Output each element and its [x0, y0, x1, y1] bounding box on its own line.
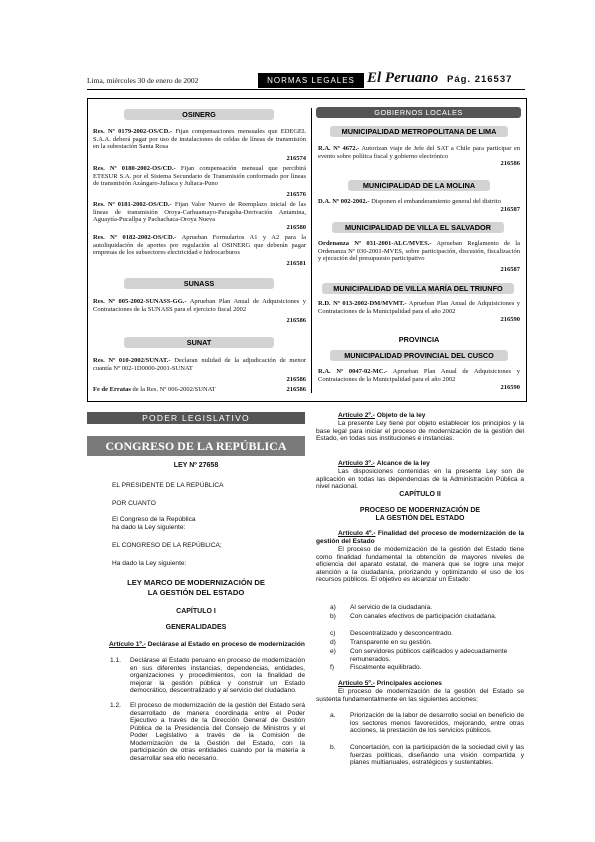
entry-text: Aprueban Plan Anual de Adquisiciones y Contrataciones de la SUNASS para el ejercicio fiscal 2002 — [93, 298, 306, 313]
law-congreso-dado: El Congreso de la República ha dado la Ley siguiente: — [112, 516, 196, 531]
entry-text: Aprueban Reglamento de la Ordenanza Nº 030-2001-MVES, sobre participación, discusión, fiscalización y ejecución del presupuesto participativo — [318, 240, 520, 263]
section-label: NORMAS LEGALES — [267, 76, 355, 85]
entry-ref: Res. Nº 010-2002/SUNAT.- — [93, 357, 171, 364]
muni-molina-heading: MUNICIPALIDAD DE LA MOLINA — [348, 180, 490, 191]
entry-ref: D.A. Nº 002-2002.- — [318, 198, 370, 205]
chapter-1: CAPÍTULO I — [176, 608, 216, 615]
muni-lima-heading: MUNICIPALIDAD METROPOLITANA DE LIMA — [330, 126, 508, 137]
article-3-title: Alcance de la ley — [376, 460, 430, 467]
article-5 — [316, 680, 524, 688]
summary-entry[interactable] — [93, 165, 306, 188]
sunat-heading: SUNAT — [124, 337, 274, 348]
entry-code: 216576 — [286, 191, 306, 198]
summary-entry[interactable] — [93, 201, 306, 224]
page-number: Pág. 216537 — [447, 74, 513, 85]
chapter-2: CAPÍTULO II — [399, 491, 441, 498]
article-1 — [87, 641, 305, 649]
article-1-1: Declárase al Estado peruano en proceso de modernización en sus diferentes instancias, dependencias, entidades, organizaciones y procedimientos, con la finalidad de mejorar la gestión pública y construir un Estado democrático, descentralizado y al servicio del ciudadano. — [130, 657, 305, 694]
item-text: Con servidores públicos calificados y adecuadamente remunerados. — [350, 648, 508, 663]
law-number: LEY Nº 27658 — [173, 462, 219, 469]
summary-entry[interactable] — [318, 300, 520, 315]
entry-ref: Fe de Erratas — [93, 386, 131, 393]
item-key: b. — [330, 744, 336, 751]
article-4 — [316, 530, 524, 545]
article-2 — [316, 412, 524, 420]
entry-code: 216586 — [286, 317, 306, 324]
entry-code: 216590 — [500, 316, 520, 323]
muni-vmt-heading: MUNICIPALIDAD DE VILLA MARÍA DEL TRIUNFO — [322, 283, 514, 294]
article-1-title: Declárase al Estado en proceso de modernización — [147, 641, 305, 648]
entry-ref: Res. Nº 005-2002-SUNASS-GG.- — [93, 298, 187, 305]
header-rule — [87, 89, 525, 90]
law-title: LEY MARCO DE MODERNIZACIÓN DE LA GESTIÓN DEL ESTADO — [127, 578, 265, 597]
item-key: 1.2. — [110, 702, 121, 709]
chapter-2-name: PROCESO DE MODERNIZACIÓN DE LA GESTIÓN DEL ESTADO — [359, 507, 481, 522]
article-5-head: Artículo 5º.- — [338, 680, 375, 687]
article-3-text: Las disposiciones contenidas en la presente Ley son de aplicación en todas las dependencias de la Administración Pública a nivel nacional. — [316, 468, 524, 490]
article-5-text: El proceso de modernización de la gestión del Estado se sustenta fundamentalmente en las siguientes acciones: — [316, 688, 524, 703]
article-1-2: El proceso de modernización de la gestión del Estado será desarrollado de manera coordinada entre el Poder Ejecutivo a través de la Dirección General de Gestión Pública de la Presidencia del Consejo de Ministros y el Poder Legislativo a través de la Comisión de Modernización de la Gestión del Estado, con la participación de otras entidades cuando por la materia a desarrollar sea ello necesario. — [130, 702, 305, 762]
entry-text: Autorizan viaje de Jefe del SAT a Chile para participar en evento sobre política fiscal y gobierno electrónico — [318, 145, 520, 160]
entry-text: Fijan compensación mensual que percibirá ETESUR S.A. por el Sistema Secundario de Transmisión conformado por líneas de transmisión Azángaro-Juliaca y Juliaca-Puno — [93, 165, 307, 188]
brand-logo: El Peruano — [367, 70, 439, 86]
entry-code: 216586 — [500, 160, 520, 167]
item-key: d) — [330, 639, 336, 646]
entry-ref: Ordenanza Nº 031-2001-ALC/MVES.- — [318, 240, 432, 247]
article-4-text: El proceso de modernización de la gestión del Estado tiene como finalidad fundamental la obtención de mayores niveles de eficiencia del aparato estatal, de manera que se logre una mejor atención a la ciudadanía, priorizando y optimizando el uso de los recursos públicos. El objetivo es alcanzar un Estado: — [316, 546, 524, 583]
muni-cusco-heading: MUNICIPALIDAD PROVINCIAL DEL CUSCO — [330, 350, 508, 361]
item-key: a) — [330, 604, 336, 611]
poder-legislativo-banner: PODER LEGISLATIVO — [87, 412, 305, 424]
article-2-text: La presente Ley tiene por objeto establecer los principios y la base legal para iniciar el proceso de modernización de la gestión del Estado, en todas sus instituciones e instancias. — [316, 420, 524, 442]
entry-ref: Res. Nº 0180-2002-OS/CD.- — [93, 165, 176, 172]
entry-text: Disponen el embanderamiento general del distrito — [371, 198, 501, 205]
entry-ref: R.D. Nº 013-2002-DM/MVMT.- — [318, 300, 407, 307]
law-por-cuanto: POR CUANTO — [112, 500, 156, 507]
item-text: Al servicio de la ciudadanía. — [350, 604, 433, 611]
summary-entry[interactable] — [318, 198, 520, 206]
item-text: Con canales efectivos de participación ciudadana. — [350, 613, 497, 620]
entry-ref: Res. Nº 0181-2002-OS/CD.- — [93, 201, 172, 208]
item-key: a. — [330, 712, 336, 719]
entry-text: Aprueban Plan Anual de Adquisiciones y Contrataciones de la Municipalidad para el año 2002 — [318, 368, 520, 383]
item-key: 1.1. — [110, 657, 121, 664]
provincia-label: PROVINCIA — [398, 335, 440, 344]
page-date: Lima, miércoles 30 de enero de 2002 — [87, 76, 199, 85]
entry-text: Fijan compensaciones mensuales que EDEGEL S.A.A. deberá pagar por uso de instalaciones de celdas de líneas de transmisión en la subestación Santa Rosa — [93, 128, 306, 151]
entry-text: Fijan Valor Nuevo de Reemplazo inicial de las líneas de transmisión Oroya-Carhuamayo-Paragsha-Derivación Antamina, Aguaytía-Pucallpa y Pachachaca-Oroya Nueva — [93, 201, 307, 224]
entry-code: 216590 — [500, 384, 520, 391]
law-president: EL PRESIDENTE DE LA REPÚBLICA — [112, 482, 224, 489]
item-text: Concertación, con la participación de la sociedad civil y las fuerzas políticas, diseñando una visión compartida y planes multianuales, estratégicos y sustentables. — [350, 744, 524, 766]
entry-text: Aprueban Plan Anual de Adquisiciones y Contrataciones de la Municipalidad para el año 2002 — [318, 300, 520, 315]
summary-divider — [311, 108, 312, 393]
summary-entry[interactable] — [93, 357, 306, 372]
item-text: Descentralizado y desconcentrado. — [350, 630, 453, 637]
item-text: Priorización de la labor de desarrollo social en beneficio de los sectores menos favorecidos, mejorando, entre otras acciones, la prestación de los servicios públicos. — [350, 712, 524, 734]
entry-code: 216587 — [500, 266, 520, 273]
summary-entry[interactable] — [93, 298, 306, 313]
entry-text: Declaran nulidad de la adjudicación de menor cuantía Nº 002-1D0000-2001-SUNAT — [93, 357, 307, 372]
article-3 — [316, 460, 524, 468]
entry-code: 216581 — [286, 260, 306, 267]
article-3-head: Artículo 3º.- — [338, 460, 375, 467]
entry-ref: R.A. Nº 0047-02-MC.- — [318, 368, 388, 375]
muni-ves-heading: MUNICIPALIDAD DE VILLA EL SALVADOR — [332, 222, 504, 233]
article-2-head: Artículo 2º.- — [338, 412, 375, 419]
summary-entry[interactable] — [93, 128, 306, 151]
article-4-title: Finalidad del proceso de modernización de la gestión del Estado — [316, 530, 524, 545]
summary-entry[interactable] — [318, 368, 520, 383]
summary-entry[interactable] — [93, 386, 253, 394]
entry-code: 216586 — [286, 386, 306, 393]
article-1-head: Artículo 1º.- — [109, 641, 146, 648]
law-ha-dado: Ha dado la Ley siguiente: — [112, 560, 187, 567]
entry-ref: R.A. Nº 4672.- — [318, 145, 360, 152]
item-key: e) — [330, 648, 336, 655]
item-text: Fiscalmente equilibrado. — [350, 664, 422, 671]
gobiernos-heading: GOBIERNOS LOCALES — [316, 107, 521, 118]
entry-code: 216580 — [286, 224, 306, 231]
item-text: Transparente en su gestión. — [350, 639, 432, 646]
article-4-head: Artículo 4º.- — [338, 530, 376, 537]
summary-entry[interactable] — [93, 234, 306, 257]
section-tag — [258, 73, 364, 88]
item-key: f) — [330, 664, 335, 671]
item-key: b) — [330, 613, 336, 620]
entry-text: de la Res. Nº 006-2002/SUNAT — [132, 386, 216, 393]
osinerg-heading: OSINERG — [124, 109, 274, 120]
entry-code: 216587 — [500, 206, 520, 213]
law-congreso-upper: EL CONGRESO DE LA REPÚBLICA; — [112, 542, 222, 549]
article-2-title: Objeto de la ley — [376, 412, 426, 419]
entry-ref: Res. Nº 0179-2002-OS/CD.- — [93, 128, 173, 135]
entry-ref: Res. Nº 0182-2002-OS/CD.- — [93, 234, 177, 241]
summary-entry[interactable] — [318, 145, 520, 160]
entry-code: 216574 — [286, 155, 306, 162]
entry-code: 216586 — [286, 376, 306, 383]
article-5-title: Principales acciones — [376, 680, 442, 687]
summary-entry[interactable] — [318, 240, 520, 263]
congreso-banner: CONGRESO DE LA REPÚBLICA — [87, 436, 305, 456]
sunass-heading: SUNASS — [124, 278, 274, 289]
chapter-1-name: GENERALIDADES — [165, 624, 227, 631]
entry-text: Aprueban Formularios A1 y A2 para la autoliquidación de aportes por regulación al OSINERG que deberán pagar empresas de los subsectores electricidad e hidrocarburos — [93, 234, 306, 257]
item-key: c) — [330, 630, 336, 637]
